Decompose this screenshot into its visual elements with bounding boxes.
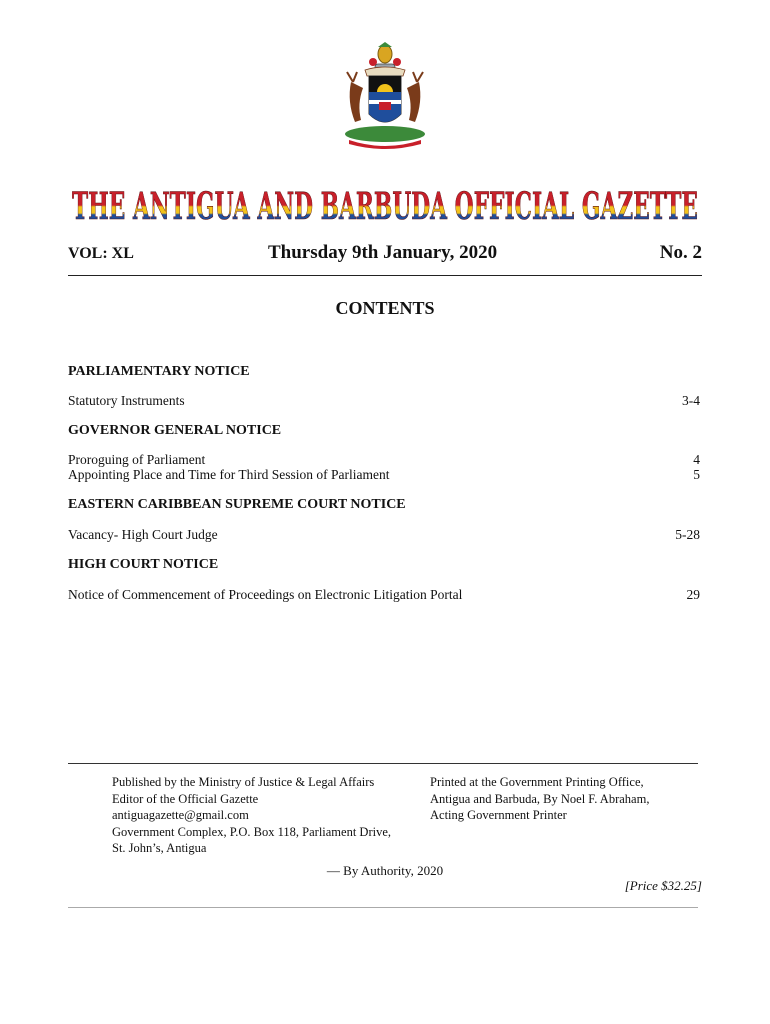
- publisher-line: Published by the Ministry of Justice & Legal Affairs: [112, 775, 375, 789]
- printer-block: [430, 774, 649, 824]
- item-title: Proroguing of Parliament: [68, 452, 206, 467]
- price-label: [Price $32.25]: [624, 878, 702, 893]
- publisher-email: antiguagazette@gmail.com: [112, 808, 249, 822]
- authority-line: — By Authority, 2020: [326, 863, 444, 878]
- volume-label: VOL: XL: [68, 245, 134, 262]
- section-heading-supreme-court: EASTERN CARIBBEAN SUPREME COURT NOTICE: [68, 497, 406, 512]
- item-title: Appointing Place and Time for Third Session of Parliament: [68, 467, 390, 482]
- contents-title: CONTENTS: [335, 298, 435, 318]
- item-pages: 5-28: [675, 527, 700, 542]
- footer-divider: [68, 763, 698, 764]
- printer-line: Printed at the Government Printing Office,: [430, 775, 644, 789]
- printer-line: Acting Government Printer: [430, 808, 567, 822]
- printer-line: Antigua and Barbuda, By Noel F. Abraham,: [430, 791, 650, 806]
- bottom-divider: [68, 907, 698, 908]
- list-item: [68, 527, 700, 543]
- item-pages: 4: [693, 452, 700, 467]
- item-title: Statutory Instruments: [68, 393, 185, 408]
- item-pages: 3-4: [682, 393, 700, 408]
- item-pages: 29: [686, 587, 700, 602]
- header-divider: [68, 275, 702, 276]
- publisher-line: St. John’s, Antigua: [112, 841, 207, 855]
- list-item: [68, 467, 700, 483]
- publisher-block: [112, 774, 391, 857]
- publisher-line: Government Complex, P.O. Box 118, Parliament Drive,: [112, 824, 392, 839]
- issue-date: Thursday 9th January, 2020: [268, 242, 498, 263]
- issue-number: No. 2: [659, 242, 702, 263]
- item-title: Vacancy- High Court Judge: [68, 527, 218, 542]
- list-item: [68, 452, 700, 468]
- section-heading-parliamentary: PARLIAMENTARY NOTICE: [68, 364, 250, 379]
- publisher-line: Editor of the Official Gazette: [112, 791, 259, 806]
- section-heading-high-court: HIGH COURT NOTICE: [68, 557, 219, 572]
- list-item: [68, 393, 700, 409]
- gazette-masthead: [70, 182, 700, 226]
- list-item: [68, 587, 700, 603]
- item-pages: 5: [693, 467, 700, 482]
- masthead-title: THE ANTIGUA AND BARBUDA OFFICIAL GAZETTE: [72, 184, 698, 226]
- item-title: Notice of Commencement of Proceedings on Electronic Litigation Portal: [68, 587, 463, 602]
- section-heading-governor-general: GOVERNOR GENERAL NOTICE: [68, 423, 282, 438]
- coat-of-arms-icon: [335, 42, 435, 152]
